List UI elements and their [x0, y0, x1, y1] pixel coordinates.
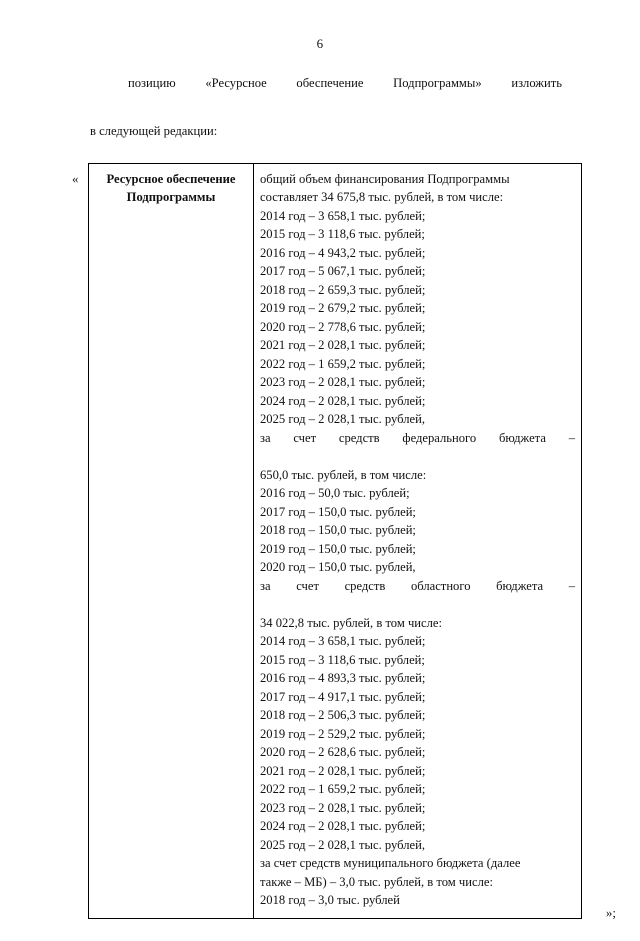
- list-item: 2014 год – 3 658,1 тыс. рублей;: [260, 634, 426, 649]
- list-item: 2018 год – 3,0 тыс. рублей: [260, 893, 400, 908]
- list-item: 2017 год – 150,0 тыс. рублей;: [260, 504, 416, 519]
- table-cell-label: Ресурсное обеспечение Подпрограммы: [89, 163, 254, 918]
- table-cell-body: [254, 163, 582, 918]
- list-item: 2023 год – 2 028,1 тыс. рублей;: [260, 800, 426, 815]
- resource-support-table: [88, 163, 582, 919]
- list-item: 2019 год – 2 679,2 тыс. рублей;: [260, 301, 426, 316]
- page-number: 6: [316, 36, 324, 51]
- list-item: 2024 год – 2 028,1 тыс. рублей;: [260, 819, 426, 834]
- table-zone: [0, 163, 640, 919]
- list-item: 2019 год – 2 529,2 тыс. рублей;: [260, 726, 426, 741]
- list-item: 2016 год – 4 893,3 тыс. рублей;: [260, 671, 426, 686]
- list-item: 2021 год – 2 028,1 тыс. рублей;: [260, 338, 426, 353]
- intro-text-1: позицию «Ресурсное обеспечение Подпрограммы» изложить: [128, 76, 562, 90]
- list-item: 2015 год – 3 118,6 тыс. рублей;: [260, 652, 425, 667]
- regional-header-line-1: за счет средств областного бюджета –: [260, 578, 575, 593]
- total-intro-line-1: общий объем финансирования Подпрограммы: [260, 171, 510, 186]
- list-item: 2018 год – 150,0 тыс. рублей;: [260, 523, 416, 538]
- list-item: 2021 год – 2 028,1 тыс. рублей;: [260, 763, 426, 778]
- municipal-header-line-2: также – МБ) – 3,0 тыс. рублей, в том числе:: [260, 874, 493, 889]
- list-item: 2022 год – 1 659,2 тыс. рублей;: [260, 356, 426, 371]
- list-item: 2025 год – 2 028,1 тыс. рублей,: [260, 837, 426, 852]
- federal-header-line-1: за счет средств федерального бюджета –: [260, 430, 575, 445]
- list-item: 2014 год – 3 658,1 тыс. рублей;: [260, 208, 426, 223]
- list-item: 2016 год – 4 943,2 тыс. рублей;: [260, 245, 426, 260]
- list-item: 2020 год – 2 778,6 тыс. рублей;: [260, 319, 426, 334]
- regional-header-line-2: 34 022,8 тыс. рублей, в том числе:: [260, 615, 442, 630]
- list-item: 2017 год – 4 917,1 тыс. рублей;: [260, 689, 426, 704]
- list-item: 2015 год – 3 118,6 тыс. рублей;: [260, 227, 425, 242]
- list-item: 2023 год – 2 028,1 тыс. рублей;: [260, 375, 426, 390]
- list-item: 2018 год – 2 659,3 тыс. рублей;: [260, 282, 426, 297]
- federal-header-line-2: 650,0 тыс. рублей, в том числе:: [260, 467, 427, 482]
- intro-text-2: в следующей редакции:: [90, 123, 218, 138]
- municipal-header-line-1: за счет средств муниципального бюджета (далее: [260, 856, 521, 871]
- list-item: 2018 год – 2 506,3 тыс. рублей;: [260, 708, 426, 723]
- document-page: [0, 36, 640, 941]
- list-item: 2025 год – 2 028,1 тыс. рублей,: [260, 412, 426, 427]
- quote-close-mark: »;: [605, 904, 616, 920]
- list-item: 2020 год – 2 628,6 тыс. рублей;: [260, 745, 426, 760]
- quote-open-mark: «: [72, 170, 79, 186]
- total-intro-line-2: составляет 34 675,8 тыс. рублей, в том числе:: [260, 190, 504, 205]
- list-item: 2020 год – 150,0 тыс. рублей,: [260, 560, 416, 575]
- intro-paragraph-line-1: [0, 74, 640, 112]
- list-item: 2022 год – 1 659,2 тыс. рублей;: [260, 782, 426, 797]
- list-item: 2024 год – 2 028,1 тыс. рублей;: [260, 393, 426, 408]
- intro-paragraph-line-2: [0, 122, 640, 141]
- table-row: [89, 163, 582, 918]
- list-item: 2019 год – 150,0 тыс. рублей;: [260, 541, 416, 556]
- list-item: 2016 год – 50,0 тыс. рублей;: [260, 486, 410, 501]
- list-item: 2017 год – 5 067,1 тыс. рублей;: [260, 264, 426, 279]
